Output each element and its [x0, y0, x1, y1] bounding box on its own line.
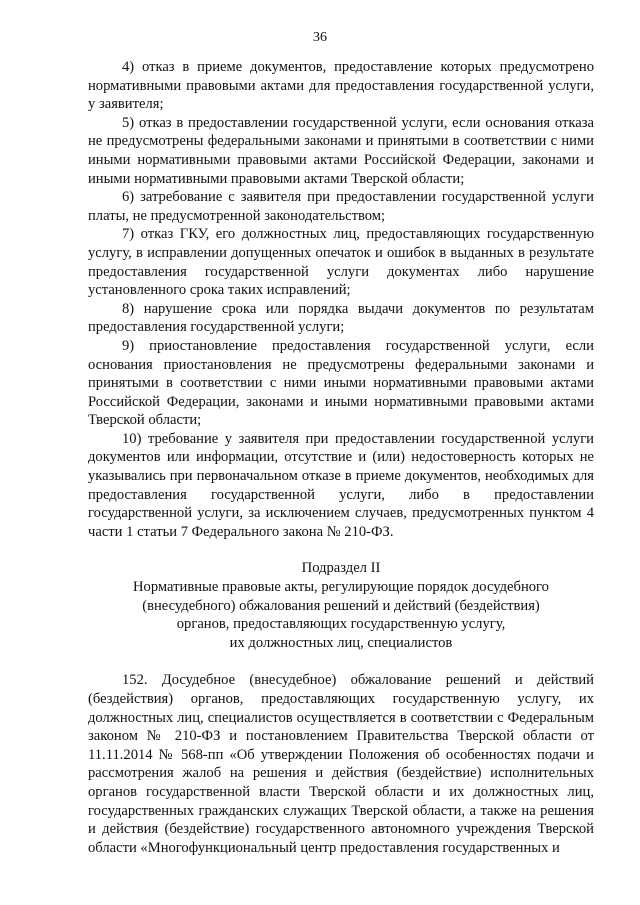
list-item: 7) отказ ГКУ, его должностных лиц, предоставляющих государственную услугу, в исправлении допущенных опечаток и ошибок в выданных в результате предоставления государственной услуги документах либо нарушение установленного срока таких исправлений;	[88, 226, 594, 299]
list-item: 4) отказ в приеме документов, предоставление которых предусмотрено нормативными правовыми актами для предоставления государственной услуги, у заявителя;	[88, 59, 594, 113]
spacer	[88, 652, 594, 671]
list-item: 8) нарушение срока или порядка выдачи документов по результатам предоставления государственной услуги;	[88, 300, 594, 336]
paragraph-152: 152. Досудебное (внесудебное) обжалование решений и действий (бездействия) органов, предоставляющих государственную услугу, их должностных лиц, специалистов осуществляется в соответствии с Федеральным законом № 210-ФЗ и постановлением Правительства Тверской области от 11.11.2014 № 568-пп «Об утверждении Положения об особенностях подачи и рассмотрения жалоб на решения и действия (бездействие) исполнительных органов государственной власти Тверской области и их должностных лиц, государственных гражданских служащих Тверской области, а также на решения и действия (бездействие) государственного автономного учреждения Тверской области «Многофункциональный центр предоставления государственных и	[88, 672, 594, 856]
subsection-title-line: органов, предоставляющих государственную услугу,	[176, 616, 506, 633]
list-item: 9) приостановление предоставления государственной услуги, если основания приостановления не предусмотрены федеральными законами и принятыми в соответствии с ними иными нормативными правовыми актами Российской Федерации, законами и иными нормативными правовыми актами Тверской области;	[88, 337, 594, 429]
subsection-title-line: Нормативные правовые акты, регулирующие порядок досудебного	[133, 579, 549, 596]
subsection-label: Подраздел II	[301, 560, 381, 577]
spacer	[88, 541, 594, 559]
page-number: 36	[313, 30, 327, 45]
list-item: 10) требование у заявителя при предоставлении государственной услуги документов или информации, отсутствие и (или) недостоверность которых не указывались при первоначальном отказе в приеме документов, необходимых для предоставления государственной услуги, либо в предоставлении государственной услуги, за исключением случаев, предусмотренных пунктом 4 части 1 статьи 7 Федерального закона № 210-ФЗ.	[88, 430, 594, 540]
document-body	[88, 58, 594, 857]
list-item: 5) отказ в предоставлении государственной услуги, если основания отказа не предусмотрены федеральными законами и принятыми в соответствии с ними иными нормативными правовыми актами Российской Федерации, законами и иными нормативными правовыми актами Тверской области;	[88, 114, 594, 187]
subsection-title-line: (внесудебного) обжалования решений и действий (бездействия)	[142, 597, 540, 614]
subsection-title-line: их должностных лиц, специалистов	[229, 634, 453, 651]
list-item: 6) затребование с заявителя при предоставлении государственной услуги платы, не предусмотренной законодательством;	[88, 189, 594, 224]
